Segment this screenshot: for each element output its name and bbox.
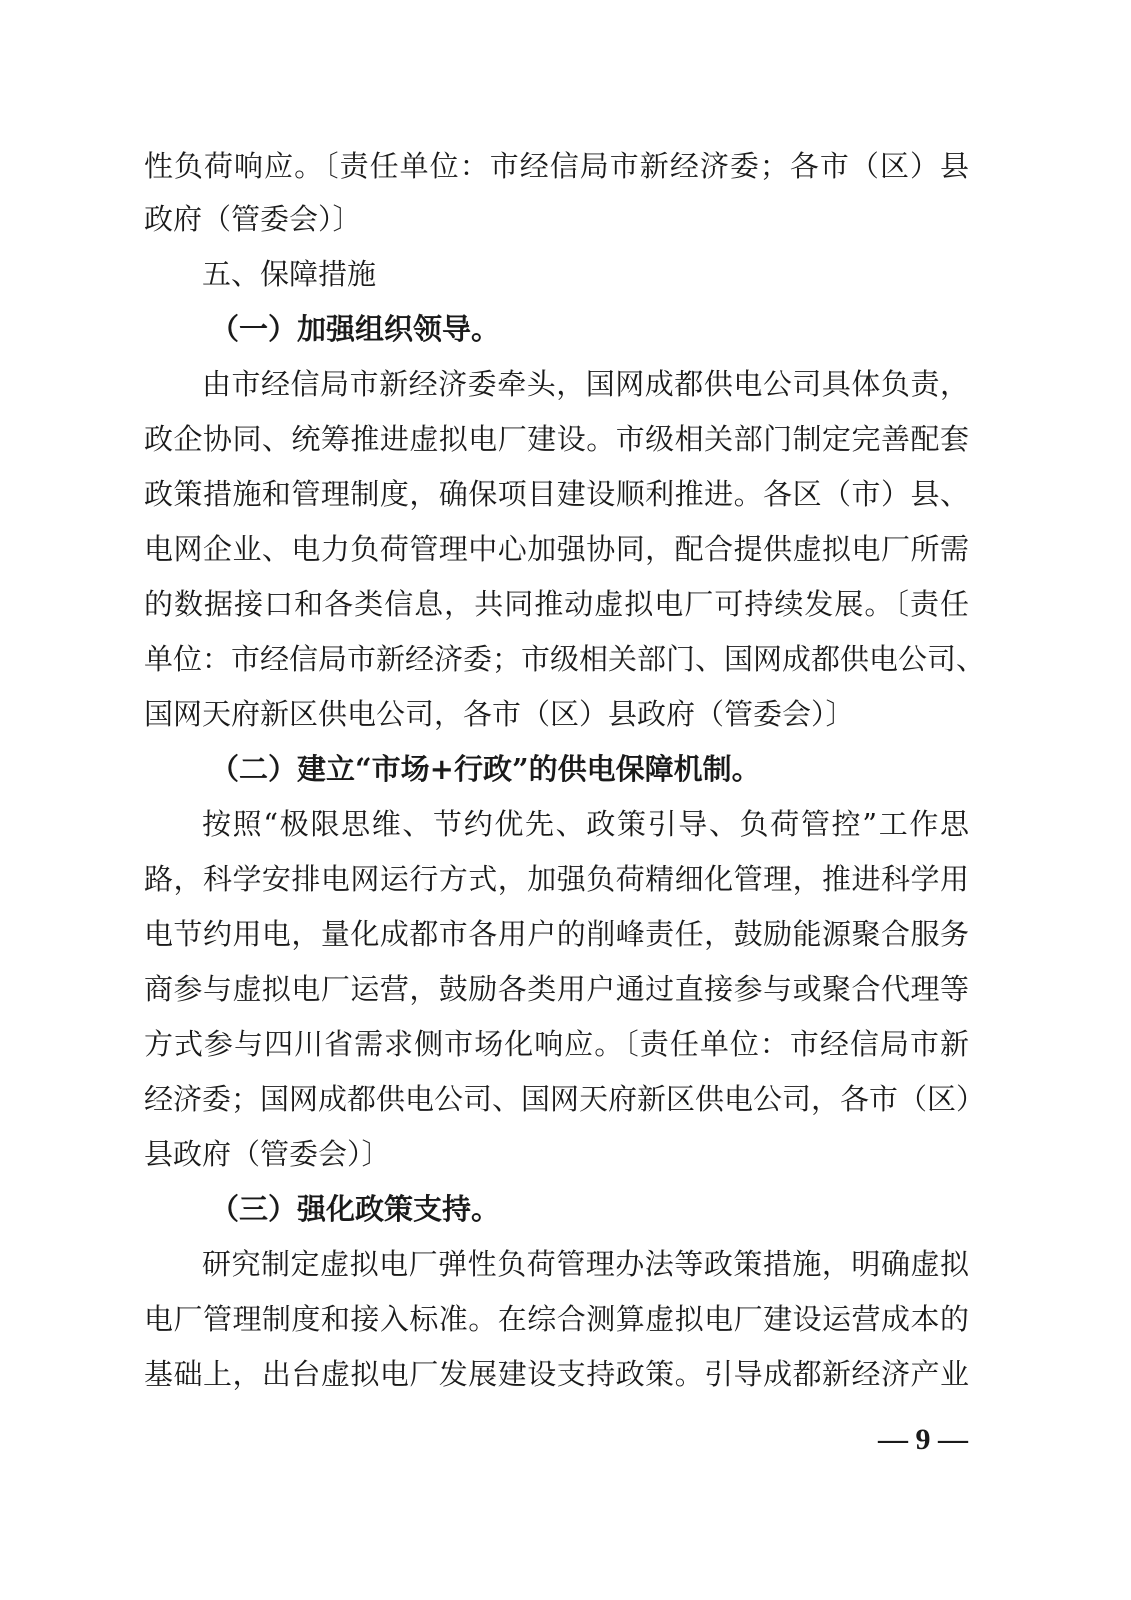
paragraph-line: 方式参与四川省需求侧市场化响应。〔责任单位：市经信局市新 (144, 1027, 969, 1061)
subsection-heading: （三）强化政策支持。 (210, 1192, 501, 1226)
paragraph-line: 电厂管理制度和接入标准。在综合测算虚拟电厂建设运营成本的 (144, 1302, 969, 1336)
section-title: 五、保障措施 (202, 257, 377, 291)
paragraph-line: 由市经信局市新经济委牵头，国网成都供电公司具体负责， (202, 367, 969, 401)
paragraph-line: 县政府（管委会）〕 (144, 1137, 391, 1171)
paragraph-line: 按照“极限思维、节约优先、政策引导、负荷管控”工作思 (202, 807, 969, 841)
paragraph-line: 国网天府新区供电公司，各市（区）县政府（管委会）〕 (144, 697, 855, 731)
paragraph-line: 电节约用电，量化成都市各用户的削峰责任，鼓励能源聚合服务 (144, 917, 969, 951)
page-number: — 9 — (878, 1423, 968, 1456)
paragraph-line: 的数据接口和各类信息，共同推动虚拟电厂可持续发展。〔责任 (144, 587, 969, 621)
paragraph-line: 政策措施和管理制度，确保项目建设顺利推进。各区（市）县、 (144, 477, 969, 511)
paragraph-line: 经济委；国网成都供电公司、国网天府新区供电公司，各市（区） (144, 1082, 986, 1116)
paragraph-line: 研究制定虚拟电厂弹性负荷管理办法等政策措施，明确虚拟 (202, 1247, 969, 1281)
paragraph-line: 路，科学安排电网运行方式，加强负荷精细化管理，推进科学用 (144, 862, 969, 896)
paragraph-line: 商参与虚拟电厂运营，鼓励各类用户通过直接参与或聚合代理等 (144, 972, 969, 1006)
subsection-heading: （一）加强组织领导。 (210, 312, 501, 346)
paragraph-line: 政企协同、统筹推进虚拟电厂建设。市级相关部门制定完善配套 (144, 422, 969, 456)
paragraph-line: 基础上，出台虚拟电厂发展建设支持政策。引导成都新经济产业 (144, 1357, 969, 1391)
paragraph-line: 单位：市经信局市新经济委；市级相关部门、国网成都供电公司、 (144, 642, 986, 676)
paragraph-line: 性负荷响应。〔责任单位：市经信局市新经济委；各市（区）县 (144, 149, 969, 183)
paragraph-line: 电网企业、电力负荷管理中心加强协同，配合提供虚拟电厂所需 (144, 532, 969, 566)
paragraph-line: 政府（管委会）〕 (144, 202, 362, 236)
subsection-heading: （二）建立“市场+行政”的供电保障机制。 (210, 752, 761, 786)
